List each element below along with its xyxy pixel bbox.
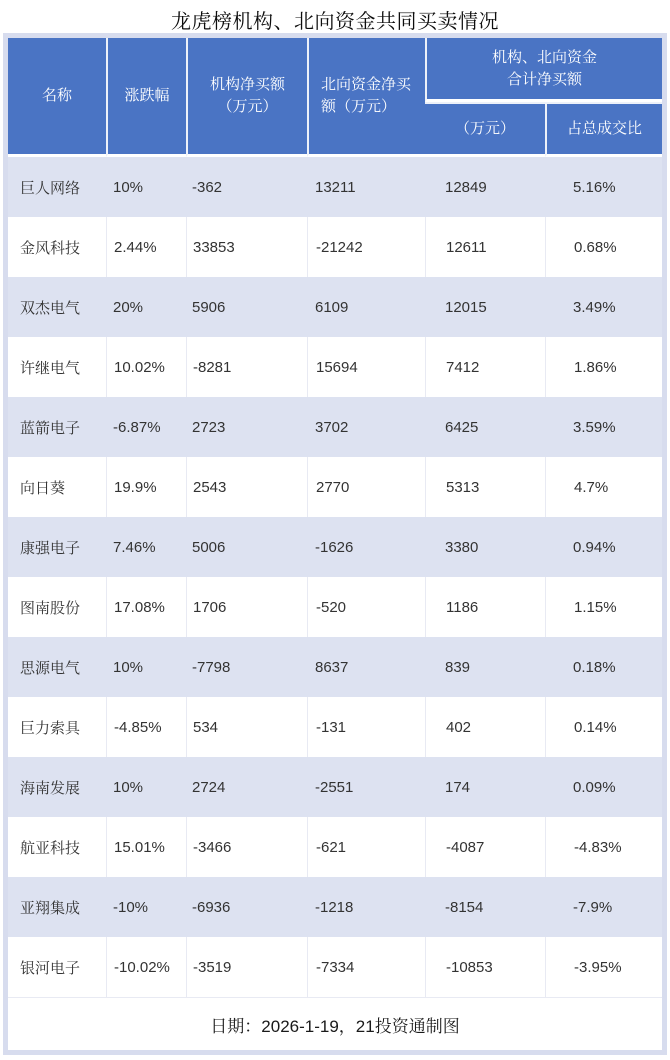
table-row xyxy=(8,457,662,517)
col-header-change-label: 涨跌幅 xyxy=(124,87,170,104)
data-table-container xyxy=(3,33,667,1055)
cell-institution-net: 2723 xyxy=(186,397,307,457)
cell-change: 10.02% xyxy=(106,337,186,397)
cell-change: 7.46% xyxy=(106,517,186,577)
cell-combined-net: 12015 xyxy=(425,277,545,337)
cell-change: 17.08% xyxy=(106,577,186,637)
cell-combined-net: 3380 xyxy=(425,517,545,577)
cell-institution-net: -3519 xyxy=(186,937,307,997)
cell-turnover-ratio: 0.94% xyxy=(545,517,662,577)
cell-combined-net: -8154 xyxy=(425,877,545,937)
cell-turnover-ratio: 3.59% xyxy=(545,397,662,457)
table-row xyxy=(8,217,662,277)
col-header-name xyxy=(8,38,106,157)
cell-change: 15.01% xyxy=(106,817,186,877)
cell-combined-net: 1186 xyxy=(425,577,545,637)
data-table xyxy=(8,38,662,1050)
col-header-turnover-ratio-label: 占总成交比 xyxy=(567,120,643,137)
cell-name: 巨人网络 xyxy=(8,157,106,217)
cell-combined-net: 839 xyxy=(425,637,545,697)
table-row xyxy=(8,337,662,397)
cell-name: 蓝箭电子 xyxy=(8,397,106,457)
cell-combined-net: 5313 xyxy=(425,457,545,517)
table-row xyxy=(8,277,662,337)
cell-northbound-net: -2551 xyxy=(307,757,425,817)
cell-combined-net: -10853 xyxy=(425,937,545,997)
cell-name: 图南股份 xyxy=(8,577,106,637)
cell-institution-net: 2543 xyxy=(186,457,307,517)
cell-institution-net: 33853 xyxy=(186,217,307,277)
table-row xyxy=(8,637,662,697)
table-body xyxy=(8,157,662,997)
table-row xyxy=(8,397,662,457)
table-row xyxy=(8,157,662,217)
cell-institution-net: -7798 xyxy=(186,637,307,697)
cell-change: -10% xyxy=(106,877,186,937)
cell-institution-net: -362 xyxy=(186,157,307,217)
cell-combined-net: 174 xyxy=(425,757,545,817)
col-header-northbound-net-line1: 北向资金净买 xyxy=(321,76,412,93)
col-header-change xyxy=(106,38,186,157)
table-row xyxy=(8,817,662,877)
cell-northbound-net: 3702 xyxy=(307,397,425,457)
cell-northbound-net: -21242 xyxy=(307,217,425,277)
cell-name: 银河电子 xyxy=(8,937,106,997)
cell-turnover-ratio: 1.86% xyxy=(545,337,662,397)
cell-northbound-net: -1218 xyxy=(307,877,425,937)
cell-northbound-net: 13211 xyxy=(307,157,425,217)
cell-northbound-net: -621 xyxy=(307,817,425,877)
cell-institution-net: 5006 xyxy=(186,517,307,577)
cell-northbound-net: -7334 xyxy=(307,937,425,997)
cell-turnover-ratio: 1.15% xyxy=(545,577,662,637)
col-header-turnover-ratio xyxy=(545,102,662,157)
cell-northbound-net: 8637 xyxy=(307,637,425,697)
col-header-institution-net xyxy=(186,38,307,157)
cell-institution-net: -6936 xyxy=(186,877,307,937)
cell-combined-net: 6425 xyxy=(425,397,545,457)
col-header-northbound-net-line2: 额（万元） xyxy=(321,98,397,115)
cell-change: 20% xyxy=(106,277,186,337)
table-row xyxy=(8,877,662,937)
cell-turnover-ratio: 0.14% xyxy=(545,697,662,757)
cell-change: 19.9% xyxy=(106,457,186,517)
cell-turnover-ratio: 0.18% xyxy=(545,637,662,697)
cell-northbound-net: 6109 xyxy=(307,277,425,337)
cell-name: 巨力索具 xyxy=(8,697,106,757)
cell-change: 10% xyxy=(106,637,186,697)
cell-name: 许继电气 xyxy=(8,337,106,397)
cell-turnover-ratio: -4.83% xyxy=(545,817,662,877)
chart-title: 龙虎榜机构、北向资金共同买卖情况 xyxy=(171,11,499,33)
cell-change: -10.02% xyxy=(106,937,186,997)
cell-institution-net: 534 xyxy=(186,697,307,757)
cell-northbound-net: 2770 xyxy=(307,457,425,517)
cell-name: 金风科技 xyxy=(8,217,106,277)
cell-institution-net: 2724 xyxy=(186,757,307,817)
table-row xyxy=(8,517,662,577)
col-header-institution-net-line2: （万元） xyxy=(217,98,278,115)
cell-change: -6.87% xyxy=(106,397,186,457)
cell-name: 亚翔集成 xyxy=(8,877,106,937)
cell-combined-net: 12849 xyxy=(425,157,545,217)
table-footer-note: 日期：2026-1-19，21投资通制图 xyxy=(8,997,662,1050)
cell-name: 航亚科技 xyxy=(8,817,106,877)
cell-name: 海南发展 xyxy=(8,757,106,817)
cell-institution-net: -3466 xyxy=(186,817,307,877)
cell-combined-net: 12611 xyxy=(425,217,545,277)
cell-change: 10% xyxy=(106,757,186,817)
col-header-institution-net-line1: 机构净买额 xyxy=(209,76,285,93)
cell-northbound-net: -1626 xyxy=(307,517,425,577)
cell-combined-net: -4087 xyxy=(425,817,545,877)
cell-turnover-ratio: 0.68% xyxy=(545,217,662,277)
col-header-combined-amount-label: （万元） xyxy=(454,120,515,137)
cell-turnover-ratio: 5.16% xyxy=(545,157,662,217)
cell-turnover-ratio: 0.09% xyxy=(545,757,662,817)
cell-name: 思源电气 xyxy=(8,637,106,697)
cell-turnover-ratio: 3.49% xyxy=(545,277,662,337)
cell-name: 双杰电气 xyxy=(8,277,106,337)
cell-change: -4.85% xyxy=(106,697,186,757)
table-row xyxy=(8,577,662,637)
cell-northbound-net: -520 xyxy=(307,577,425,637)
cell-name: 康强电子 xyxy=(8,517,106,577)
table-row xyxy=(8,757,662,817)
col-header-combined-net-line1: 机构、北向资金 xyxy=(492,48,598,66)
cell-change: 2.44% xyxy=(106,217,186,277)
cell-combined-net: 7412 xyxy=(425,337,545,397)
col-header-combined-net xyxy=(425,38,662,102)
cell-northbound-net: -131 xyxy=(307,697,425,757)
cell-change: 10% xyxy=(106,157,186,217)
cell-turnover-ratio: 4.7% xyxy=(545,457,662,517)
col-header-combined-net-line2: 合计净买额 xyxy=(507,70,583,88)
cell-northbound-net: 15694 xyxy=(307,337,425,397)
table-footer xyxy=(8,997,662,1050)
table-header xyxy=(8,38,662,157)
cell-institution-net: 5906 xyxy=(186,277,307,337)
cell-institution-net: -8281 xyxy=(186,337,307,397)
table-row xyxy=(8,697,662,757)
cell-turnover-ratio: -7.9% xyxy=(545,877,662,937)
col-header-northbound-net xyxy=(307,38,425,157)
cell-institution-net: 1706 xyxy=(186,577,307,637)
cell-combined-net: 402 xyxy=(425,697,545,757)
table-row xyxy=(8,937,662,997)
cell-turnover-ratio: -3.95% xyxy=(545,937,662,997)
cell-name: 向日葵 xyxy=(8,457,106,517)
col-header-name-label: 名称 xyxy=(41,87,72,104)
col-header-combined-amount xyxy=(425,102,545,157)
